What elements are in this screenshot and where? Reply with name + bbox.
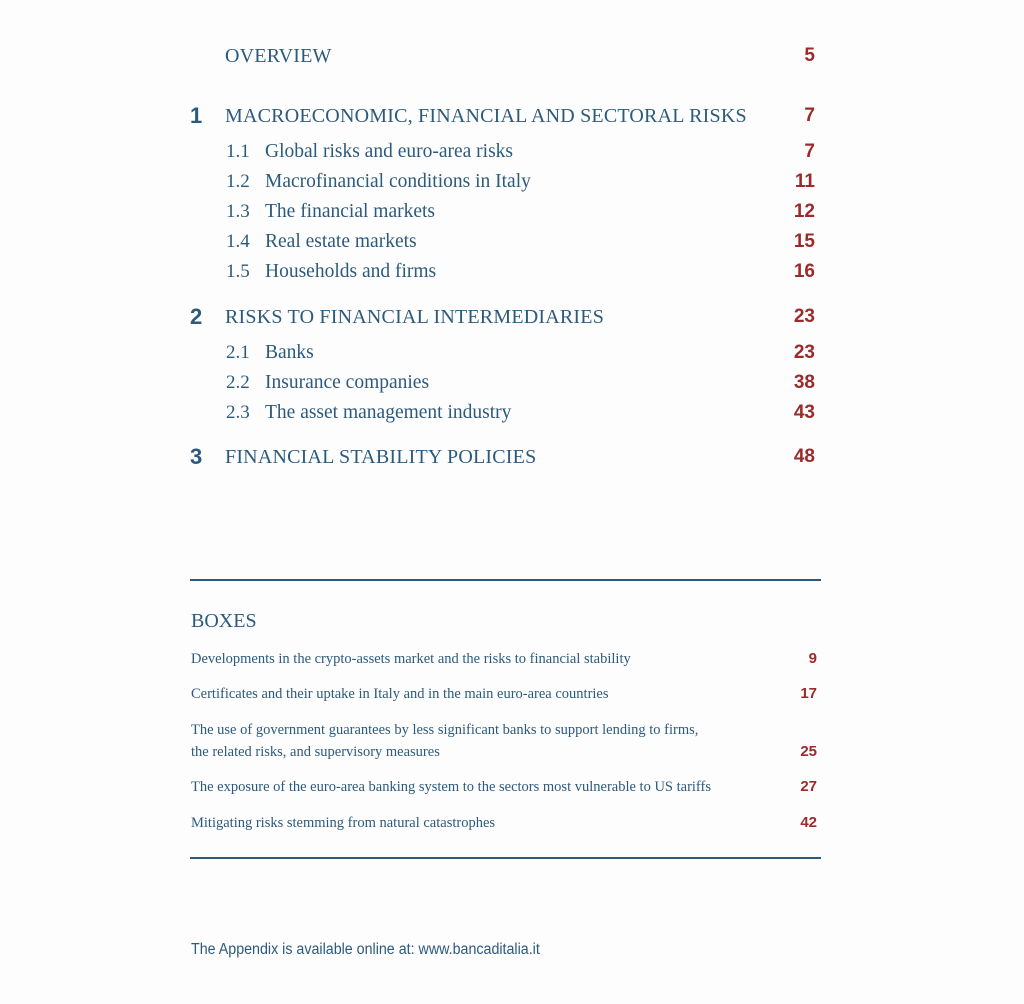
- section-number: 1.1: [226, 141, 250, 162]
- section-number: 1.5: [226, 261, 250, 282]
- box-page: 25: [800, 743, 817, 760]
- toc-overview-title: OVERVIEW: [225, 45, 332, 67]
- section-page: 16: [793, 261, 815, 282]
- toc-chapter-1[interactable]: [0, 101, 1024, 131]
- chapter-number: 1: [190, 103, 203, 128]
- chapter-title: MACROECONOMIC, FINANCIAL AND SECTORAL RISKS: [225, 105, 747, 127]
- section-page: 43: [793, 402, 815, 423]
- box-page: 42: [800, 814, 817, 831]
- box-title: Certificates and their uptake in Italy and in the main euro-area countries: [191, 686, 609, 702]
- box-page: 27: [800, 778, 817, 795]
- section-number: 2.1: [226, 342, 250, 363]
- section-title: Households and firms: [265, 261, 437, 282]
- toc-section-1-4[interactable]: [0, 227, 1024, 257]
- box-page: 17: [800, 685, 817, 702]
- section-number: 1.2: [226, 171, 250, 192]
- box-title: Mitigating risks stemming from natural catastrophes: [191, 815, 496, 831]
- section-page: 12: [793, 201, 815, 222]
- section-page: 23: [793, 342, 815, 363]
- chapter-page: 23: [793, 306, 815, 327]
- section-title: Macrofinancial conditions in Italy: [265, 171, 531, 192]
- toc-chapter-3[interactable]: [0, 442, 1024, 472]
- section-title: Insurance companies: [265, 372, 430, 393]
- toc-section-1-5[interactable]: [0, 257, 1024, 287]
- section-title: Global risks and euro-area risks: [265, 141, 514, 162]
- toc-section-1-2[interactable]: [0, 167, 1024, 197]
- section-title: The financial markets: [265, 201, 436, 222]
- box-page: 9: [808, 650, 817, 667]
- toc-section-2-1[interactable]: [0, 338, 1024, 368]
- box-item-2[interactable]: [0, 683, 1024, 705]
- toc-section-2-3[interactable]: [0, 398, 1024, 428]
- section-title: The asset management industry: [265, 402, 512, 423]
- section-page: 38: [793, 372, 815, 393]
- chapter-number: 3: [190, 444, 203, 469]
- section-number: 1.3: [226, 201, 250, 222]
- box-title: The exposure of the euro-area banking system to the sectors most vulnerable to US tariffs: [191, 779, 711, 795]
- boxes-bottom-rule: [190, 857, 821, 859]
- boxes-heading: BOXES: [191, 610, 257, 632]
- box-item-5[interactable]: [0, 812, 1024, 834]
- section-number: 2.2: [226, 372, 250, 393]
- appendix-note[interactable]: The Appendix is available online at: www.bancaditalia.it: [191, 941, 540, 958]
- box-item-4[interactable]: [0, 776, 1024, 798]
- chapter-page: 48: [793, 446, 815, 467]
- section-number: 1.4: [226, 231, 250, 252]
- chapter-page: 7: [804, 105, 815, 126]
- box-item-1[interactable]: [0, 648, 1024, 670]
- section-page: 15: [793, 231, 815, 252]
- box-item-3[interactable]: [0, 719, 1024, 763]
- toc-overview[interactable]: [0, 41, 1024, 71]
- chapter-title: FINANCIAL STABILITY POLICIES: [225, 446, 537, 468]
- toc-overview-page: 5: [804, 45, 815, 66]
- chapter-number: 2: [190, 304, 203, 329]
- toc-section-1-1[interactable]: [0, 137, 1024, 167]
- toc-section-1-3[interactable]: [0, 197, 1024, 227]
- toc-section-2-2[interactable]: [0, 368, 1024, 398]
- box-title: Developments in the crypto-assets market and the risks to financial stability: [191, 651, 631, 667]
- boxes-top-rule: [190, 579, 821, 581]
- chapter-title: RISKS TO FINANCIAL INTERMEDIARIES: [225, 306, 605, 328]
- section-page: 7: [804, 141, 815, 162]
- box-title: The use of government guarantees by less significant banks to support lending to firms, the related risks, and supervisory measures: [191, 722, 699, 760]
- section-title: Real estate markets: [265, 231, 417, 252]
- section-title: Banks: [265, 342, 314, 363]
- section-page: 11: [794, 171, 815, 192]
- section-number: 2.3: [226, 402, 250, 423]
- toc-chapter-2[interactable]: [0, 302, 1024, 332]
